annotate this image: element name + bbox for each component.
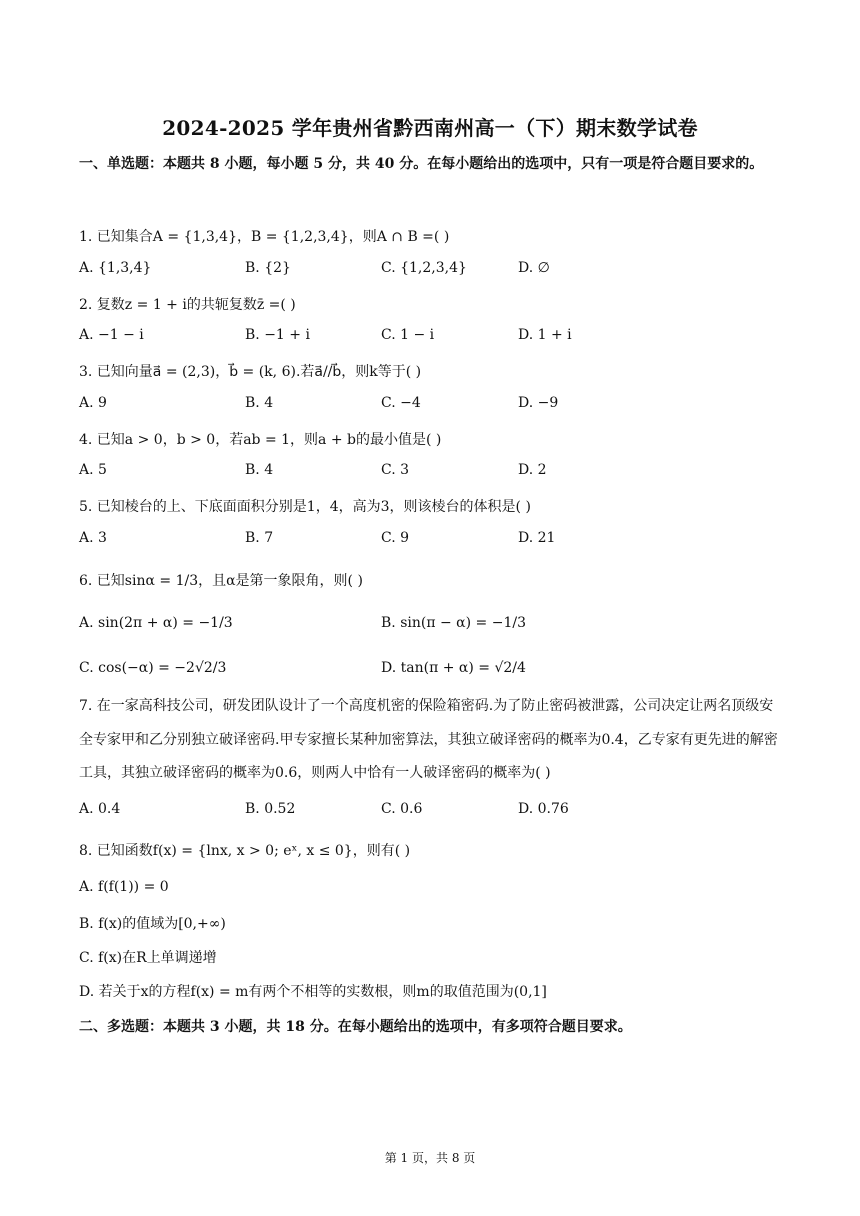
- question-5-option-d: D. 21: [518, 530, 556, 546]
- question-1-option-d: D. ∅: [518, 260, 550, 276]
- question-6-option-d: D. tan(π + α) = √2/4: [381, 660, 526, 676]
- question-2-options: [79, 327, 784, 349]
- question-3-options: [79, 395, 784, 417]
- question-1-options: [79, 260, 784, 282]
- question-5-options: [79, 530, 784, 552]
- question-7-option-c: C. 0.6: [381, 801, 423, 817]
- question-7-option-a: A. 0.4: [79, 801, 121, 817]
- question-6-stem: 6. 已知sinα = 1/3，且α是第一象限角，则( ): [79, 573, 363, 589]
- question-8-option-d: D. 若关于x的方程f(x) = m有两个不相等的实数根，则m的取值范围为(0,1]: [79, 984, 547, 1000]
- question-8-option-a: A. f(f(1)) = 0: [79, 879, 169, 895]
- question-4-stem: 4. 已知a > 0，b > 0，若ab = 1，则a + b的最小值是( ): [79, 432, 442, 448]
- question-5-option-a: A. 3: [79, 530, 107, 546]
- section-heading-single-choice: 一、单选题：本题共 8 小题，每小题 5 分，共 40 分。在每小题给出的选项中，只有一项是符合题目要求的。: [79, 156, 764, 172]
- question-4-option-d: D. 2: [518, 462, 547, 478]
- question-7-stem: 7. 在一家高科技公司，研发团队设计了一个高度机密的保险箱密码.为了防止密码被泄露，公司决定让两名顶级安全专家甲和乙分别独立破译密码.甲专家擅长某种加密算法，其独立破译密码的概率为0.4，乙专家有更先进的解密工具，其独立破译密码的概率为0.6，则两人中恰有一人破译密码的概率为( ): [79, 698, 778, 781]
- question-3-option-c: C. −4: [381, 395, 421, 411]
- question-6-option-c: C. cos(−α) = −2√2/3: [79, 660, 227, 676]
- question-2-option-b: B. −1 + i: [245, 327, 310, 343]
- question-3-option-b: B. 4: [245, 395, 274, 411]
- question-7-options: [79, 801, 784, 823]
- question-7-option-b: B. 0.52: [245, 801, 296, 817]
- question-3-stem: 3. 已知向量a⃗ = (2,3)，b⃗ = (k, 6).若a⃗//b⃗，则k等于( ): [79, 364, 422, 380]
- question-4-option-b: B. 4: [245, 462, 274, 478]
- question-2-option-a: A. −1 − i: [79, 327, 144, 343]
- question-6-options-row1: [79, 615, 784, 637]
- question-2-option-d: D. 1 + i: [518, 327, 572, 343]
- question-4-option-c: C. 3: [381, 462, 410, 478]
- section-heading-multiple-choice: 二、多选题：本题共 3 小题，共 18 分。在每小题给出的选项中，有多项符合题目要求。: [79, 1019, 632, 1035]
- question-3-option-a: A. 9: [79, 395, 107, 411]
- question-2-stem: 2. 复数z = 1 + i的共轭复数z̄ =( ): [79, 297, 296, 313]
- question-4-options: [79, 462, 784, 484]
- question-6-option-a: A. sin(2π + α) = −1/3: [79, 615, 233, 631]
- question-6-options-row2: [79, 660, 784, 682]
- question-1-option-c: C. {1,2,3,4}: [381, 260, 467, 276]
- question-8-option-c: C. f(x)在R上单调递增: [79, 950, 217, 966]
- question-1-option-a: A. {1,3,4}: [79, 260, 152, 276]
- question-6-option-b: B. sin(π − α) = −1/3: [381, 615, 526, 631]
- question-1-option-b: B. {2}: [245, 260, 291, 276]
- question-8-option-b: B. f(x)的值域为[0,+∞): [79, 916, 226, 932]
- question-1-stem: 1. 已知集合A = {1,3,4}，B = {1,2,3,4}，则A ∩ B =( ): [79, 229, 450, 245]
- question-2-option-c: C. 1 − i: [381, 327, 435, 343]
- question-7-option-d: D. 0.76: [518, 801, 569, 817]
- exam-title: 2024-2025 学年贵州省黔西南州高一（下）期末数学试卷: [162, 116, 698, 140]
- question-3-option-d: D. −9: [518, 395, 559, 411]
- page-footer: 第 1 页，共 8 页: [384, 1151, 476, 1165]
- question-5-option-b: B. 7: [245, 530, 274, 546]
- question-4-option-a: A. 5: [79, 462, 107, 478]
- question-8-stem: 8. 已知函数f(x) = {lnx, x > 0; eˣ, x ≤ 0}，则有( ): [79, 843, 411, 859]
- question-5-option-c: C. 9: [381, 530, 410, 546]
- question-5-stem: 5. 已知棱台的上、下底面面积分别是1，4，高为3，则该棱台的体积是( ): [79, 499, 531, 515]
